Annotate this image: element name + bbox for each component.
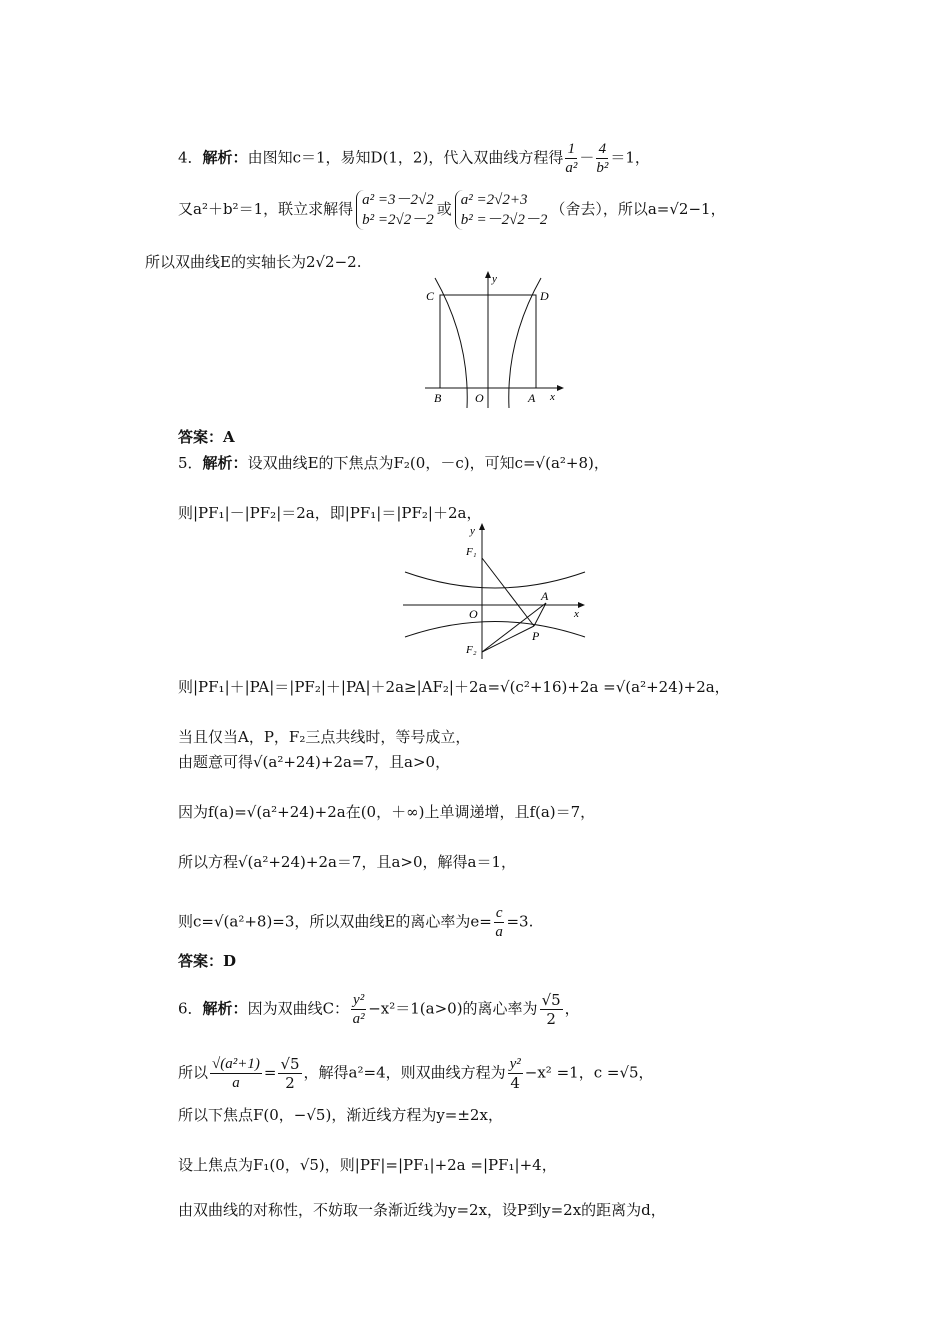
p5-label: 解析： [202,454,248,472]
p6-line-1: 6．解析：因为双曲线C： $\frac{\text{y²}}{\text{a²}}$ −x²＝1(a>0)的离心率为 $\frac{√5}{2}$ ， [178,991,580,1028]
fig4-label-a: A [528,391,536,405]
p4-number: 4． [178,148,203,167]
p5-line-8: 则c=√(a²+8)=3，所以双曲线E的离心率为e= $\frac{c}{a}$ =3. [178,905,534,940]
fig4-label-o: O [475,391,484,405]
p5-line-2: 则|PF₁|－|PF₂|＝2a，即|PF₁|＝|PF₂|＋2a， [178,504,482,522]
p4-answer: 答案：A [178,428,235,446]
fig5-label-o: O [469,607,478,621]
p5-line-7: 所以方程√(a²+24)+2a＝7，且a>0，解得a＝1， [178,853,517,871]
p4-text-2a: 又a²＋b²＝1，联立求解得 [178,200,354,218]
p6-label: 解析： [202,999,248,1018]
fig4-label-c: C [426,289,435,303]
fig5-label-y: y [470,525,475,537]
p4-system-2: a² =2√2+3 b² =－2√2－2 [455,190,548,230]
p5-answer: 答案：D [178,952,237,970]
p4-label: 解析： [202,148,248,167]
p4-text-1: 由图知c＝1，易知D(1，2)，代入双曲线方程得 [247,148,564,167]
p5-number: 5． [178,454,203,472]
p6-ratio-fraction: $\frac{\text{√(a²+1)}}{a}$ [212,1056,260,1091]
fig4-label-x: x [550,391,555,403]
p4-figure [415,270,565,410]
p4-text-2b: （舍去），所以a=√2−1， [550,200,726,218]
p5-line-5: 由题意可得√(a²+24)+2a=7，且a>0， [178,753,451,771]
fig4-label-y: y [492,273,497,285]
p4-line-1: 4．解析：由图知c＝1，易知D(1，2)，代入双曲线方程得 $\frac{1}{\text{a²}}$ － $\frac{4}{\text{b²}}$ ＝1， [178,141,650,176]
p5-line-4: 当且仅当A，P，F₂三点共线时，等号成立， [178,728,471,746]
fig4-label-d: D [540,289,549,303]
p6-line-3: 所以下焦点F(0，−√5)，渐近线方程为y=±2x， [178,1106,503,1124]
p4-system-1: a² =3－2√2 b² =2√2－2 [356,190,434,230]
fig5-label-p: P [532,629,540,643]
fig5-label-f2: F₂ [466,644,477,656]
p6-eccentricity-fraction-2: $\frac{√5}{2}$ [280,1055,300,1092]
fig5-label-x: x [574,608,579,620]
p4-fraction-2: $\frac{4}{\text{b²}}$ [596,141,609,176]
p5-text-1: 设双曲线E的下焦点为F₂(0，－c)，可知c=√(a²+8)， [247,454,609,472]
p4-fraction-1: $\frac{1}{\text{a²}}$ [565,141,578,176]
p6-line-5: 由双曲线的对称性，不妨取一条渐近线为y=2x，设P到y=2x的距离为d， [178,1201,666,1219]
p5-eccentricity-fraction: $\frac{c}{a}$ [495,905,503,940]
p5-figure [400,522,590,662]
p6-eccentricity-fraction: $\frac{√5}{2}$ [541,991,561,1028]
p6-hyperbola-fraction: $\frac{\text{y²}}{\text{a²}}$ [352,992,365,1027]
fig5-label-f1: F₁ [466,546,477,558]
p6-equation-fraction: $\frac{\text{y²}}{4}$ [509,1056,521,1092]
fig5-label-a: A [541,589,549,603]
p6-number: 6． [178,999,203,1018]
p5-line-6: 因为f(a)=√(a²+24)+2a在(0，＋∞)上单调递增，且f(a)＝7， [178,803,596,821]
p4-line-3: 所以双曲线E的实轴长为2√2−2. [145,253,362,271]
p5-line-1 [178,453,609,473]
p5-line-3: 则|PF₁|＋|PA|＝|PF₂|＋|PA|＋2a≥|AF₂|＋2a=√(c²+16)+2a =√(a²+24)+2a， [178,678,730,696]
p4-line-2: 又a²＋b²＝1，联立求解得 a² =3－2√2 b² =2√2－2 或 a² =2√2+3 b² =－2√2－2 （舍去），所以a=√2−1， [178,192,726,228]
p6-line-4: 设上焦点为F₁(0，√5)，则|PF|=|PF₁|+2a =|PF₁|+4， [178,1156,557,1174]
p6-line-2: 所以 $\frac{\text{√(a²+1)}}{a}$ = $\frac{√5}{2}$ ，解得a²=4，则双曲线方程为 $\frac{\text{y²}}{4}$ −x² =1，c =√5， [178,1055,654,1092]
fig4-label-b: B [434,391,442,405]
